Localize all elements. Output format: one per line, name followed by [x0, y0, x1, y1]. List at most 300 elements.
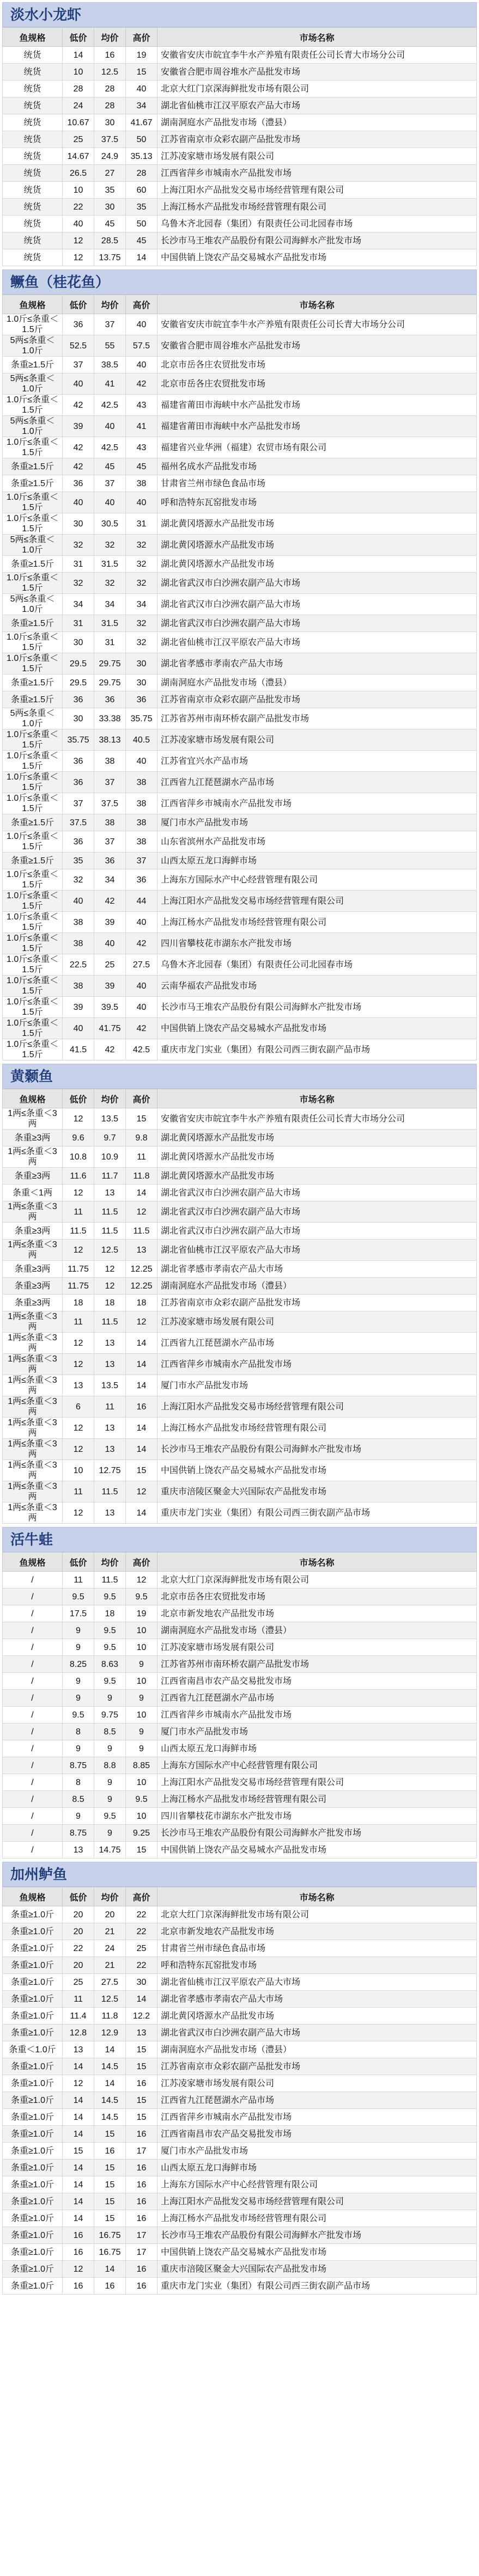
spec-cell: 条重≥1.5斤	[3, 674, 63, 691]
market-name-cell: 湖北省仙桃市江汉平原农产品大市场	[157, 97, 477, 114]
high-price-cell: 11.5	[126, 1223, 157, 1240]
avg-price-cell: 18	[94, 1295, 126, 1311]
spec-cell: 条重≥1.0斤	[3, 2075, 63, 2092]
table-row	[3, 1707, 477, 1724]
low-price-cell: 12	[63, 249, 94, 266]
avg-price-cell: 38	[94, 751, 126, 772]
avg-price-cell: 10.9	[94, 1146, 126, 1168]
low-price-cell: 35.75	[63, 729, 94, 751]
market-name-cell: 湖北黄冈塔源水产品批发市场	[157, 1146, 477, 1168]
spec-cell: 5两≤条重＜1.0斤	[3, 594, 63, 615]
table-row	[3, 2126, 477, 2143]
spec-cell: 条重≥1.0斤	[3, 1923, 63, 1940]
avg-price-cell: 15	[94, 2193, 126, 2210]
price-table	[2, 295, 477, 1060]
table-row	[3, 814, 477, 831]
high-price-cell: 30	[126, 674, 157, 691]
table-row	[3, 2278, 477, 2295]
market-name-cell: 厦门市水产品批发市场	[157, 1724, 477, 1740]
spec-cell: 条重＜1.0斤	[3, 2041, 63, 2058]
avg-price-cell: 40	[94, 933, 126, 954]
table-row	[3, 2058, 477, 2075]
market-header: 市场名称	[157, 295, 477, 314]
high-price-cell: 9	[126, 1656, 157, 1673]
spec-cell: /	[3, 1808, 63, 1825]
market-name-cell: 江苏省南京市众彩农副产品批发市场	[157, 1295, 477, 1311]
table-row	[3, 632, 477, 653]
table-row	[3, 1018, 477, 1039]
high-price-cell: 25	[126, 1940, 157, 1957]
spec-cell: 条重≥1.5斤	[3, 691, 63, 708]
avg-price-cell: 37.5	[94, 131, 126, 148]
table-row	[3, 97, 477, 114]
low-price-cell: 32	[63, 869, 94, 891]
table-row	[3, 81, 477, 97]
high-price-cell: 40	[126, 492, 157, 513]
high-price-cell: 37	[126, 852, 157, 869]
spec-cell: 1两≤条重＜3两	[3, 1146, 63, 1168]
avg-price-cell: 11	[94, 1396, 126, 1418]
low-price-cell: 8.75	[63, 1757, 94, 1774]
table-row	[3, 148, 477, 165]
market-name-cell: 湖北省武汉市白沙洲农副产品大市场	[157, 615, 477, 632]
market-name-cell: 重庆市龙门实业（集团）有限公司西三街农副产品市场	[157, 1039, 477, 1060]
high-price-cell: 32	[126, 556, 157, 573]
low-price-cell: 22.5	[63, 954, 94, 976]
table-row	[3, 1295, 477, 1311]
market-name-cell: 上海东方国际水产中心经营管理有限公司	[157, 2176, 477, 2193]
avg-price-header: 均价	[94, 28, 126, 47]
table-row	[3, 976, 477, 997]
low-price-cell: 40	[63, 1018, 94, 1039]
market-name-cell: 重庆市龙门实业（集团）有限公司西三街农副产品市场	[157, 2278, 477, 2295]
low-price-cell: 52.5	[63, 335, 94, 357]
market-name-cell: 江苏凌家塘市场发展有限公司	[157, 2075, 477, 2092]
high-price-cell: 40	[126, 81, 157, 97]
avg-price-cell: 12.75	[94, 1460, 126, 1481]
high-price-cell: 10	[126, 1622, 157, 1639]
spec-cell: /	[3, 1622, 63, 1639]
table-row	[3, 2025, 477, 2041]
market-header: 市场名称	[157, 28, 477, 47]
high-price-cell: 41	[126, 416, 157, 437]
low-price-header: 低价	[63, 1887, 94, 1906]
avg-price-cell: 11.5	[94, 1481, 126, 1502]
high-price-cell: 15	[126, 64, 157, 81]
spec-cell: 1.0斤≤条重＜1.5斤	[3, 772, 63, 793]
high-price-cell: 14	[126, 1333, 157, 1354]
market-name-cell: 江西省南昌市农产品交易批发市场	[157, 2126, 477, 2143]
low-price-cell: 42	[63, 458, 94, 475]
avg-price-cell: 13	[94, 1418, 126, 1439]
high-price-cell: 17	[126, 2244, 157, 2261]
low-price-cell: 12	[63, 1418, 94, 1439]
market-name-cell: 江西省九江琵琶湖水产品市场	[157, 1690, 477, 1707]
low-price-cell: 36	[63, 772, 94, 793]
high-price-cell: 14	[126, 1502, 157, 1524]
low-price-cell: 22	[63, 199, 94, 216]
spec-cell: 1两≤条重＜3两	[3, 1201, 63, 1223]
avg-price-cell: 12.5	[94, 64, 126, 81]
spec-cell: 条重≥1.0斤	[3, 1906, 63, 1923]
spec-cell: 条重≥1.0斤	[3, 2261, 63, 2278]
market-name-cell: 湖北省孝感市孝南农产品大市场	[157, 1991, 477, 2008]
market-name-cell: 上海江阳水产品批发交易市场经营管理有限公司	[157, 1774, 477, 1791]
market-name-cell: 湖北省仙桃市江汉平原农产品大市场	[157, 632, 477, 653]
section-title: 加州鲈鱼	[2, 1862, 477, 1887]
low-price-header: 低价	[63, 295, 94, 314]
market-name-cell: 江西省南昌市农产品交易批发市场	[157, 1673, 477, 1690]
table-row	[3, 373, 477, 395]
avg-price-cell: 13.75	[94, 249, 126, 266]
high-price-cell: 43	[126, 437, 157, 458]
market-name-cell: 上海江阳水产品批发交易市场经营管理有限公司	[157, 891, 477, 912]
low-price-cell: 36	[63, 314, 94, 335]
spec-cell: 1两≤条重＜3两	[3, 1311, 63, 1333]
spec-cell: 1.0斤≤条重＜1.5斤	[3, 793, 63, 814]
market-name-cell: 长沙市马王堆农产品股份有限公司海鲜水产批发市场	[157, 1825, 477, 1842]
low-price-cell: 29.5	[63, 674, 94, 691]
market-name-cell: 呼和浩特东瓦窑批发市场	[157, 492, 477, 513]
avg-price-cell: 37.5	[94, 793, 126, 814]
table-row	[3, 1439, 477, 1460]
table-row	[3, 2075, 477, 2092]
market-header: 市场名称	[157, 1553, 477, 1572]
table-row	[3, 1375, 477, 1396]
high-price-cell: 12.25	[126, 1261, 157, 1278]
table-row	[3, 2160, 477, 2176]
market-name-cell: 重庆市龙门实业（集团）有限公司西三街农副产品市场	[157, 1502, 477, 1524]
species-section	[2, 1862, 477, 2295]
market-name-cell: 江苏省苏州市南环桥农副产品批发市场	[157, 708, 477, 729]
avg-price-cell: 11.5	[94, 1223, 126, 1240]
market-name-cell: 湖北省武汉市白沙洲农副产品大市场	[157, 573, 477, 594]
market-name-cell: 上海东方国际水产中心经营管理有限公司	[157, 869, 477, 891]
spec-cell: 统货	[3, 182, 63, 199]
high-price-cell: 16	[126, 2075, 157, 2092]
table-row	[3, 1333, 477, 1354]
spec-cell: 统货	[3, 47, 63, 64]
spec-cell: 5两≤条重＜1.0斤	[3, 708, 63, 729]
low-price-cell: 29.5	[63, 653, 94, 674]
table-row	[3, 1240, 477, 1261]
spec-cell: /	[3, 1740, 63, 1757]
high-price-cell: 30	[126, 653, 157, 674]
high-price-cell: 12.2	[126, 2008, 157, 2025]
high-price-cell: 15	[126, 2041, 157, 2058]
avg-price-cell: 13	[94, 1354, 126, 1375]
table-row	[3, 1923, 477, 1940]
spec-cell: /	[3, 1774, 63, 1791]
spec-cell: 1.0斤≤条重＜1.5斤	[3, 831, 63, 852]
low-price-cell: 40	[63, 891, 94, 912]
avg-price-cell: 39.5	[94, 997, 126, 1018]
market-name-cell: 长沙市马王堆农产品股份有限公司海鲜水产批发市场	[157, 997, 477, 1018]
avg-price-cell: 30	[94, 199, 126, 216]
table-row	[3, 891, 477, 912]
avg-price-cell: 11.5	[94, 1572, 126, 1588]
table-row	[3, 1774, 477, 1791]
table-row	[3, 1940, 477, 1957]
market-name-cell: 重庆市涪陵区聚金大兴国际农产品批发市场	[157, 1481, 477, 1502]
avg-price-cell: 45	[94, 216, 126, 232]
high-price-cell: 42	[126, 1018, 157, 1039]
table-row	[3, 1418, 477, 1439]
table-row	[3, 114, 477, 131]
market-name-cell: 福州名成水产品批发市场	[157, 458, 477, 475]
low-price-cell: 32	[63, 535, 94, 556]
spec-cell: 条重≥1.0斤	[3, 2176, 63, 2193]
low-price-cell: 13	[63, 2041, 94, 2058]
market-name-cell: 湖北省仙桃市江汉平原农产品大市场	[157, 1240, 477, 1261]
high-price-cell: 40	[126, 357, 157, 373]
spec-cell: 1.0斤≤条重＜1.5斤	[3, 729, 63, 751]
market-name-cell: 北京市新发地农产品批发市场	[157, 1605, 477, 1622]
spec-cell: /	[3, 1639, 63, 1656]
spec-cell: 统货	[3, 199, 63, 216]
high-price-cell: 40	[126, 997, 157, 1018]
avg-price-cell: 9.75	[94, 1707, 126, 1724]
spec-cell: /	[3, 1791, 63, 1808]
low-price-cell: 9.5	[63, 1588, 94, 1605]
spec-cell: 条重≥1.0斤	[3, 2126, 63, 2143]
market-name-cell: 江苏凌家塘市场发展有限公司	[157, 729, 477, 751]
market-name-cell: 北京大红门京深海鲜批发市场有限公司	[157, 1572, 477, 1588]
market-name-cell: 湖北省武汉市白沙洲农副产品大市场	[157, 1185, 477, 1201]
table-row	[3, 216, 477, 232]
low-price-cell: 18	[63, 1295, 94, 1311]
market-name-cell: 湖北黄冈塔源水产品批发市场	[157, 1130, 477, 1146]
low-price-cell: 14	[63, 2210, 94, 2227]
high-price-cell: 14	[126, 1354, 157, 1375]
avg-price-header: 均价	[94, 295, 126, 314]
avg-price-cell: 37	[94, 475, 126, 492]
high-price-cell: 16	[126, 2160, 157, 2176]
spec-cell: 1.0斤≤条重＜1.5斤	[3, 869, 63, 891]
table-row	[3, 1572, 477, 1588]
high-price-cell: 45	[126, 232, 157, 249]
table-row	[3, 751, 477, 772]
spec-cell: 1.0斤≤条重＜1.5斤	[3, 891, 63, 912]
low-price-cell: 12	[63, 2075, 94, 2092]
avg-price-cell: 8.63	[94, 1656, 126, 1673]
avg-price-cell: 16	[94, 2278, 126, 2295]
high-price-cell: 38	[126, 793, 157, 814]
table-row	[3, 1130, 477, 1146]
spec-cell: /	[3, 1572, 63, 1588]
high-price-cell: 14	[126, 1418, 157, 1439]
avg-price-cell: 28.5	[94, 232, 126, 249]
high-price-cell: 18	[126, 1295, 157, 1311]
high-price-cell: 40	[126, 912, 157, 933]
spec-cell: 条重≥1.5斤	[3, 458, 63, 475]
low-price-cell: 41.5	[63, 1039, 94, 1060]
avg-price-cell: 12	[94, 1278, 126, 1295]
market-name-cell: 江苏省宜兴水产品市场	[157, 751, 477, 772]
table-row	[3, 165, 477, 182]
high-price-cell: 14	[126, 1991, 157, 2008]
avg-price-cell: 11.7	[94, 1168, 126, 1185]
low-price-cell: 14	[63, 2160, 94, 2176]
low-price-cell: 11	[63, 1201, 94, 1223]
low-price-cell: 34	[63, 594, 94, 615]
table-row	[3, 1791, 477, 1808]
avg-price-cell: 36	[94, 852, 126, 869]
table-row	[3, 954, 477, 976]
market-name-cell: 上海江杨水产品批发市场经营管理有限公司	[157, 2210, 477, 2227]
low-price-cell: 37	[63, 793, 94, 814]
market-name-cell: 湖南洞庭水产品批发市场（澧县）	[157, 1622, 477, 1639]
low-price-cell: 20	[63, 1906, 94, 1923]
low-price-cell: 8.75	[63, 1825, 94, 1842]
avg-price-cell: 15	[94, 2210, 126, 2227]
market-name-cell: 云南华福农产品批发市场	[157, 976, 477, 997]
high-price-cell: 50	[126, 131, 157, 148]
header-row	[3, 1553, 477, 1572]
spec-cell: 统货	[3, 232, 63, 249]
high-price-cell: 32	[126, 615, 157, 632]
high-price-cell: 14	[126, 1439, 157, 1460]
low-price-cell: 8	[63, 1724, 94, 1740]
low-price-cell: 35	[63, 852, 94, 869]
market-name-cell: 甘肃省兰州市绿色食品市场	[157, 475, 477, 492]
table-row	[3, 1974, 477, 1991]
avg-price-cell: 37	[94, 314, 126, 335]
market-name-cell: 四川省攀枝花市湖东水产批发市场	[157, 933, 477, 954]
high-price-cell: 12	[126, 1572, 157, 1588]
spec-cell: 1两≤条重＜3两	[3, 1418, 63, 1439]
high-price-cell: 9.5	[126, 1588, 157, 1605]
low-price-cell: 11.4	[63, 2008, 94, 2025]
spec-cell: 统货	[3, 131, 63, 148]
spec-cell: /	[3, 1690, 63, 1707]
table-row	[3, 2261, 477, 2278]
high-price-cell: 14	[126, 1185, 157, 1201]
spec-cell: 条重＜1两	[3, 1185, 63, 1201]
avg-price-cell: 34	[94, 869, 126, 891]
table-row	[3, 1278, 477, 1295]
high-price-cell: 10	[126, 1673, 157, 1690]
market-name-cell: 江西省萍乡市城南水产品批发市场	[157, 1707, 477, 1724]
table-row	[3, 535, 477, 556]
high-price-cell: 16	[126, 2176, 157, 2193]
market-name-cell: 湖南洞庭水产品批发市场（澧县）	[157, 2041, 477, 2058]
avg-price-cell: 45	[94, 458, 126, 475]
spec-cell: 条重≥1.0斤	[3, 2210, 63, 2227]
high-price-cell: 13	[126, 2025, 157, 2041]
spec-cell: 条重≥1.5斤	[3, 615, 63, 632]
market-name-cell: 江西省萍乡市城南水产品批发市场	[157, 165, 477, 182]
avg-price-cell: 14.75	[94, 1842, 126, 1859]
market-name-cell: 长沙市马王堆农产品股份有限公司海鲜水产批发市场	[157, 2227, 477, 2244]
market-name-cell: 甘肃省兰州市绿色食品市场	[157, 1940, 477, 1957]
low-price-cell: 37	[63, 357, 94, 373]
table-row	[3, 2109, 477, 2126]
low-price-cell: 36	[63, 475, 94, 492]
spec-cell: 统货	[3, 249, 63, 266]
high-price-cell: 36	[126, 869, 157, 891]
high-price-header: 高价	[126, 295, 157, 314]
spec-cell: 条重≥3两	[3, 1295, 63, 1311]
low-price-cell: 38	[63, 933, 94, 954]
avg-price-cell: 9.5	[94, 1673, 126, 1690]
spec-cell: 条重≥3两	[3, 1130, 63, 1146]
high-price-cell: 38	[126, 831, 157, 852]
spec-cell: 条重≥1.0斤	[3, 2058, 63, 2075]
species-section	[2, 269, 477, 1060]
high-price-cell: 34	[126, 594, 157, 615]
high-price-cell: 14	[126, 249, 157, 266]
table-row	[3, 182, 477, 199]
market-name-cell: 福建省兴业华洲（福建）农贸市场有限公司	[157, 437, 477, 458]
avg-price-cell: 28	[94, 81, 126, 97]
market-name-cell: 上海江阳水产品批发交易市场经营管理有限公司	[157, 1396, 477, 1418]
market-name-cell: 湖北黄冈塔源水产品批发市场	[157, 513, 477, 535]
table-row	[3, 458, 477, 475]
avg-price-cell: 13	[94, 1333, 126, 1354]
low-price-header: 低价	[63, 28, 94, 47]
high-price-cell: 12	[126, 1481, 157, 1502]
spec-cell: /	[3, 1842, 63, 1859]
low-price-cell: 9	[63, 1690, 94, 1707]
market-name-cell: 湖北黄冈塔源水产品批发市场	[157, 556, 477, 573]
table-row	[3, 708, 477, 729]
avg-price-cell: 12.9	[94, 2025, 126, 2041]
table-row	[3, 729, 477, 751]
spec-cell: 条重≥1.0斤	[3, 2160, 63, 2176]
spec-cell: 1.0斤≤条重＜1.5斤	[3, 912, 63, 933]
high-price-cell: 31	[126, 513, 157, 535]
high-price-cell: 14	[126, 1375, 157, 1396]
high-price-cell: 16	[126, 2126, 157, 2143]
avg-price-cell: 12	[94, 1261, 126, 1278]
high-price-cell: 10	[126, 1707, 157, 1724]
market-name-cell: 江苏省苏州市南环桥农副产品批发市场	[157, 1656, 477, 1673]
market-name-cell: 上海江杨水产品批发市场经营管理有限公司	[157, 912, 477, 933]
avg-price-cell: 40	[94, 416, 126, 437]
market-name-cell: 安徽省合肥市周谷堆水产品批发市场	[157, 335, 477, 357]
market-name-cell: 湖北黄冈塔源水产品批发市场	[157, 1168, 477, 1185]
table-row	[3, 1639, 477, 1656]
spec-cell: 条重≥1.0斤	[3, 2109, 63, 2126]
table-row	[3, 674, 477, 691]
species-section	[2, 1064, 477, 1524]
avg-price-cell: 21	[94, 1957, 126, 1974]
spec-cell: 条重≥1.0斤	[3, 2278, 63, 2295]
table-row	[3, 2143, 477, 2160]
low-price-cell: 22	[63, 1940, 94, 1957]
high-price-cell: 17	[126, 2227, 157, 2244]
high-price-cell: 9	[126, 1740, 157, 1757]
spec-header: 鱼规格	[3, 1089, 63, 1108]
spec-cell: 1两≤条重＜3两	[3, 1108, 63, 1130]
spec-cell: 条重≥1.5斤	[3, 357, 63, 373]
market-name-cell: 厦门市水产品批发市场	[157, 1375, 477, 1396]
spec-cell: /	[3, 1656, 63, 1673]
low-price-cell: 6	[63, 1396, 94, 1418]
table-row	[3, 573, 477, 594]
table-row	[3, 1656, 477, 1673]
high-price-cell: 19	[126, 47, 157, 64]
table-row	[3, 1808, 477, 1825]
low-price-cell: 9	[63, 1622, 94, 1639]
spec-cell: /	[3, 1707, 63, 1724]
market-name-cell: 北京市岳各庄农贸批发市场	[157, 1588, 477, 1605]
market-name-cell: 北京大红门京深海鲜批发市场有限公司	[157, 81, 477, 97]
spec-cell: 1.0斤≤条重＜1.5斤	[3, 573, 63, 594]
high-price-cell: 8.85	[126, 1757, 157, 1774]
spec-cell: 5两≤条重＜1.0斤	[3, 535, 63, 556]
